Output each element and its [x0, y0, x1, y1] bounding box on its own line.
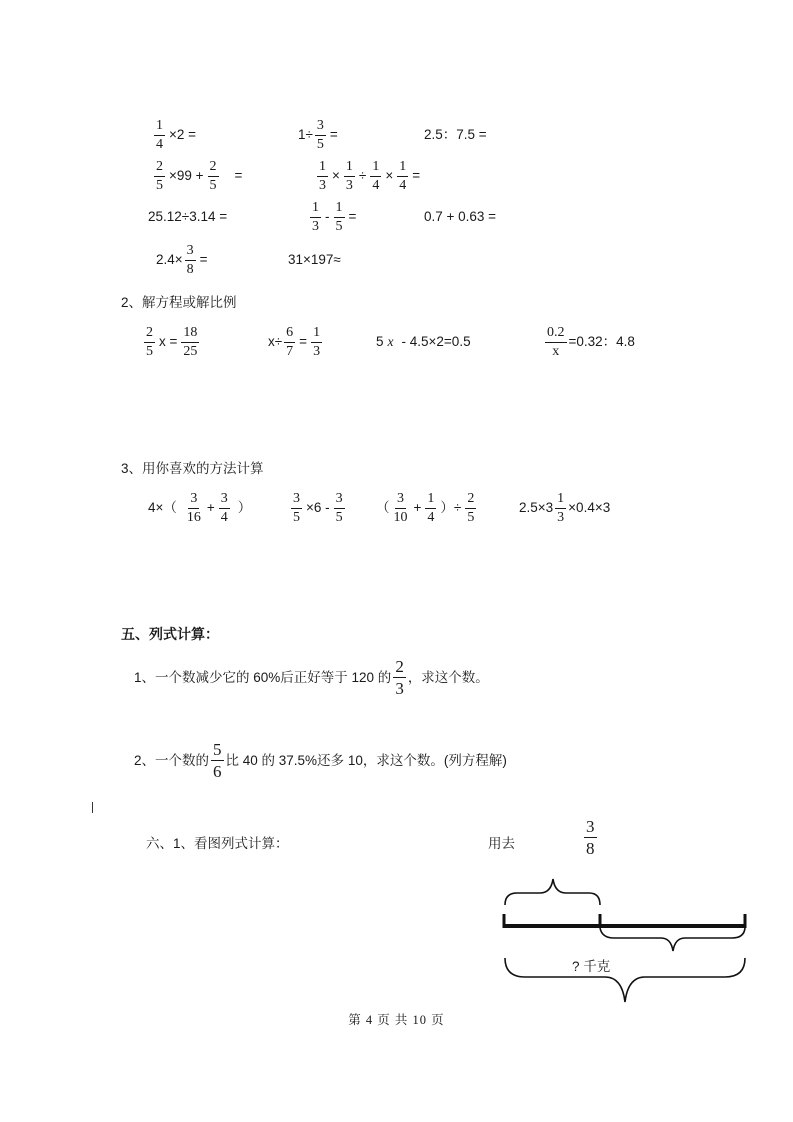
fraction: $\frac{3}{8}$: [186, 243, 194, 277]
fraction: $\frac{1}{3}$: [313, 325, 321, 359]
calc-r1c3: 2.5：7.5 =: [424, 127, 487, 142]
calc-r3c2: $\frac{1}{3}$ - $\frac{1}{5}$ =: [312, 200, 357, 234]
calc-r2c1: $\frac{2}{5}$ ×99 + $\frac{2}{5}$ =: [156, 159, 243, 193]
calc-r2c2: $\frac{1}{3}$ × $\frac{1}{3}$ ÷ $\frac{1}{4}$ × $\frac{1}{4}$ =: [319, 159, 421, 193]
calc-3-4: 2.5×3 $\frac{1}{3}$ ×0.4×3: [519, 491, 611, 525]
fraction: $\frac{3}{5}$: [293, 491, 300, 525]
remaining-brace: [600, 928, 745, 951]
equation-3: 5 x - 4.5×2=0.5: [376, 334, 471, 349]
fraction: $\frac{1}{5}$: [335, 200, 343, 234]
fraction: $\frac{1}{3}$: [312, 200, 319, 234]
equation-4: $\frac{0.2}{x}$ =0.32：4.8: [547, 325, 635, 359]
fraction: $\frac{1}{3}$: [345, 159, 353, 193]
equation-1: $\frac{2}{5}$ x = $\frac{18}{25}$: [146, 325, 198, 359]
calc-r4c1: 2.4× $\frac{3}{8}$ =: [156, 243, 208, 277]
word-problem-1: 1、一个数减少它的 60%后正好等于 120 的 $\frac{2}{3}$ ，求这个数。: [134, 657, 489, 699]
fraction: $\frac{0.2}{x}$: [547, 325, 565, 359]
fraction: $\frac{3}{8}$: [586, 817, 595, 859]
total-brace: [505, 958, 745, 1002]
fraction: $\frac{1}{3}$: [557, 491, 565, 525]
fraction: $\frac{18}{25}$: [183, 325, 198, 359]
fraction: $\frac{2}{5}$: [467, 491, 475, 525]
fraction: $\frac{1}{4}$: [399, 159, 407, 193]
fraction: $\frac{1}{4}$: [156, 118, 163, 152]
calc-3-2: $\frac{3}{5}$ ×6 - $\frac{3}{5}$: [293, 491, 343, 525]
calc-r1c2: 1÷ $\frac{3}{5}$ =: [298, 118, 338, 152]
fraction: $\frac{5}{6}$: [213, 740, 222, 782]
upper-brace: [505, 879, 600, 905]
calc-3-1: 4×（ $\frac{3}{16}$ + $\frac{3}{4}$ ）: [148, 491, 252, 525]
calc-r1c1: $\frac{1}{4}$ ×2 =: [156, 118, 197, 152]
calc-r3c1: 25.12÷3.14 =: [148, 209, 228, 224]
fraction: $\frac{2}{5}$: [146, 325, 153, 359]
fraction: $\frac{3}{5}$: [316, 118, 324, 152]
equation-2: x÷ $\frac{6}{7}$ = $\frac{1}{3}$: [268, 325, 321, 359]
calc-3-3: （ $\frac{3}{10}$ + $\frac{1}{4}$ ）÷ $\frac{2}{5}$: [376, 491, 475, 525]
section-heading: 五、列式计算：: [121, 626, 219, 642]
calc-r3c3: 0.7 + 0.63 =: [424, 209, 497, 224]
fraction: $\frac{1}{4}$: [372, 159, 380, 193]
fraction: $\frac{6}{7}$: [286, 325, 294, 359]
section-heading: 六、1、看图列式计算：: [146, 836, 289, 851]
page-footer: 第 4 页 共 10 页: [348, 1013, 445, 1027]
section-heading: 2、解方程或解比例: [121, 295, 237, 310]
fraction: $\frac{1}{3}$: [319, 159, 326, 193]
fraction: $\frac{2}{3}$: [395, 657, 404, 699]
word-problem-2: 2、一个数的 $\frac{5}{6}$ 比 40 的 37.5%还多 10，求这个数。(列方程解): [134, 740, 507, 782]
fraction: $\frac{2}{5}$: [156, 159, 163, 193]
fraction: $\frac{3}{10}$: [393, 491, 408, 525]
total-label: ? 千克: [572, 959, 611, 974]
fraction: $\frac{3}{4}$: [220, 491, 228, 525]
fraction: $\frac{3}{16}$: [186, 491, 201, 525]
calc-r4c2: 31×197≈: [288, 252, 341, 267]
fraction: $\frac{1}{4}$: [427, 491, 435, 525]
fraction: $\frac{3}{5}$: [335, 491, 343, 525]
fraction: $\frac{2}{5}$: [209, 159, 217, 193]
section-heading: 3、用你喜欢的方法计算: [121, 461, 264, 476]
used-label: 用去: [488, 836, 515, 851]
